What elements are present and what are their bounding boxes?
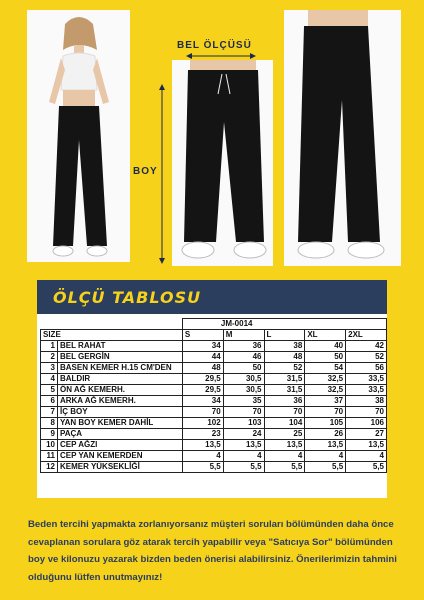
- measurement-name: BALDIR: [57, 374, 182, 385]
- measurement-value: 44: [182, 352, 223, 363]
- model-photo-waist-detail: [172, 60, 273, 266]
- table-row: [41, 352, 387, 363]
- row-number: 6: [41, 396, 58, 407]
- measurement-value: 38: [264, 341, 305, 352]
- table-row: [41, 418, 387, 429]
- measurement-name: CEP AĞZI: [57, 440, 182, 451]
- length-arrow-icon: [158, 84, 166, 264]
- measurement-value: 23: [182, 429, 223, 440]
- size-col-header: M: [223, 330, 264, 341]
- measurement-value: 4: [305, 451, 346, 462]
- size-col-header: L: [264, 330, 305, 341]
- table-row: [41, 396, 387, 407]
- measurement-value: 25: [264, 429, 305, 440]
- table-model-row: [41, 319, 387, 330]
- measurement-value: 30,5: [223, 374, 264, 385]
- row-number: 9: [41, 429, 58, 440]
- measurement-value: 36: [223, 341, 264, 352]
- table-row: [41, 451, 387, 462]
- row-number: 11: [41, 451, 58, 462]
- row-number: 7: [41, 407, 58, 418]
- measurement-value: 36: [264, 396, 305, 407]
- size-col-header: 2XL: [346, 330, 387, 341]
- measurement-value: 52: [264, 363, 305, 374]
- measurement-value: 103: [223, 418, 264, 429]
- measurement-name: ARKA AĞ KEMERH.: [57, 396, 182, 407]
- row-number: 3: [41, 363, 58, 374]
- measurement-name: KEMER YÜKSEKLİĞİ: [57, 462, 182, 473]
- measurement-value: 5,5: [223, 462, 264, 473]
- measurement-value: 48: [182, 363, 223, 374]
- measurement-value: 56: [346, 363, 387, 374]
- measurement-name: BASEN KEMER H.15 CM'DEN: [57, 363, 182, 374]
- measurement-value: 27: [346, 429, 387, 440]
- table-row: [41, 385, 387, 396]
- table-row: [41, 374, 387, 385]
- measurement-value: 70: [305, 407, 346, 418]
- table-row: [41, 462, 387, 473]
- measurement-value: 46: [223, 352, 264, 363]
- measurement-name: BEL RAHAT: [57, 341, 182, 352]
- size-chart: [37, 280, 387, 498]
- table-row: [41, 341, 387, 352]
- measurement-value: 54: [305, 363, 346, 374]
- measurement-value: 106: [346, 418, 387, 429]
- measurement-name: ÖN AĞ KEMERH.: [57, 385, 182, 396]
- measurement-value: 52: [346, 352, 387, 363]
- measurement-value: 33,5: [346, 374, 387, 385]
- size-chart-header: [37, 280, 387, 314]
- waist-measure-label: BEL ÖLÇÜSÜ: [177, 40, 252, 51]
- measurement-value: 35: [223, 396, 264, 407]
- model-photo-side: [284, 10, 401, 266]
- measurement-value: 13,5: [182, 440, 223, 451]
- measurement-value: 34: [182, 396, 223, 407]
- measurement-value: 70: [223, 407, 264, 418]
- measurement-value: 26: [305, 429, 346, 440]
- measurement-value: 13,5: [223, 440, 264, 451]
- table-row: [41, 429, 387, 440]
- measurement-value: 13,5: [305, 440, 346, 451]
- measurement-value: 104: [264, 418, 305, 429]
- size-chart-title: ÖLÇÜ TABLOSU: [53, 288, 202, 307]
- measurement-value: 70: [346, 407, 387, 418]
- row-number: 12: [41, 462, 58, 473]
- size-col-header: XL: [305, 330, 346, 341]
- measurement-value: 105: [305, 418, 346, 429]
- measurement-value: 33,5: [346, 385, 387, 396]
- measurement-value: 30,5: [223, 385, 264, 396]
- size-advice-note: Beden tercihi yapmakta zorlanıyorsanız müşteri soruları bölümünden daha önce cevaplanan sorulara göz atarak tercih yapabilir veya "Satıcıya Sor" bölümünden boy ve kilonuzu yazarak bizden beden önerisi alabilirsiniz. Önerilerimizin tahmini olduğunu lütfen unutmayınız!: [28, 519, 397, 583]
- measurement-value: 5,5: [305, 462, 346, 473]
- measurement-value: 70: [182, 407, 223, 418]
- measurement-value: 4: [182, 451, 223, 462]
- waist-detail-illustration: [172, 60, 273, 266]
- measurement-value: 5,5: [182, 462, 223, 473]
- waist-arrow-icon: [186, 52, 256, 60]
- measurement-value: 37: [305, 396, 346, 407]
- row-number: 8: [41, 418, 58, 429]
- measurement-value: 70: [264, 407, 305, 418]
- measurement-value: 4: [346, 451, 387, 462]
- measurement-value: 50: [305, 352, 346, 363]
- measurement-name: CEP YAN KEMERDEN: [57, 451, 182, 462]
- table-row: [41, 440, 387, 451]
- row-number: 4: [41, 374, 58, 385]
- row-number: 1: [41, 341, 58, 352]
- measurement-value: 34: [182, 341, 223, 352]
- measurement-value: 38: [346, 396, 387, 407]
- row-number: 2: [41, 352, 58, 363]
- measurement-value: 13,5: [346, 440, 387, 451]
- size-table: [40, 318, 387, 473]
- row-number: 5: [41, 385, 58, 396]
- measurement-value: 29,5: [182, 374, 223, 385]
- measurement-value: 5,5: [346, 462, 387, 473]
- measurement-name: BEL GERGİN: [57, 352, 182, 363]
- measurement-value: 42: [346, 341, 387, 352]
- measurement-value: 32,5: [305, 374, 346, 385]
- row-number: 10: [41, 440, 58, 451]
- table-header-row: [41, 330, 387, 341]
- measurement-name: YAN BOY KEMER DAHİL: [57, 418, 182, 429]
- measurement-value: 4: [264, 451, 305, 462]
- model-front-illustration: [27, 10, 130, 262]
- measurement-value: 32,5: [305, 385, 346, 396]
- table-row: [41, 363, 387, 374]
- measurement-name: İÇ BOY: [57, 407, 182, 418]
- measurement-value: 50: [223, 363, 264, 374]
- measurement-value: 31,5: [264, 385, 305, 396]
- measurement-value: 13,5: [264, 440, 305, 451]
- side-view-illustration: [284, 10, 401, 266]
- measurement-value: 24: [223, 429, 264, 440]
- measurement-value: 40: [305, 341, 346, 352]
- measurement-value: 29,5: [182, 385, 223, 396]
- size-col-header: S: [182, 330, 223, 341]
- size-header: SIZE: [41, 330, 183, 341]
- measurement-value: 102: [182, 418, 223, 429]
- measurement-value: 5,5: [264, 462, 305, 473]
- measurement-name: PAÇA: [57, 429, 182, 440]
- model-code: JM-0014: [182, 319, 386, 330]
- table-row: [41, 407, 387, 418]
- measurement-value: 4: [223, 451, 264, 462]
- measurement-value: 48: [264, 352, 305, 363]
- length-measure-label: BOY: [133, 166, 158, 177]
- measurement-value: 31,5: [264, 374, 305, 385]
- model-photo-front: [27, 10, 130, 262]
